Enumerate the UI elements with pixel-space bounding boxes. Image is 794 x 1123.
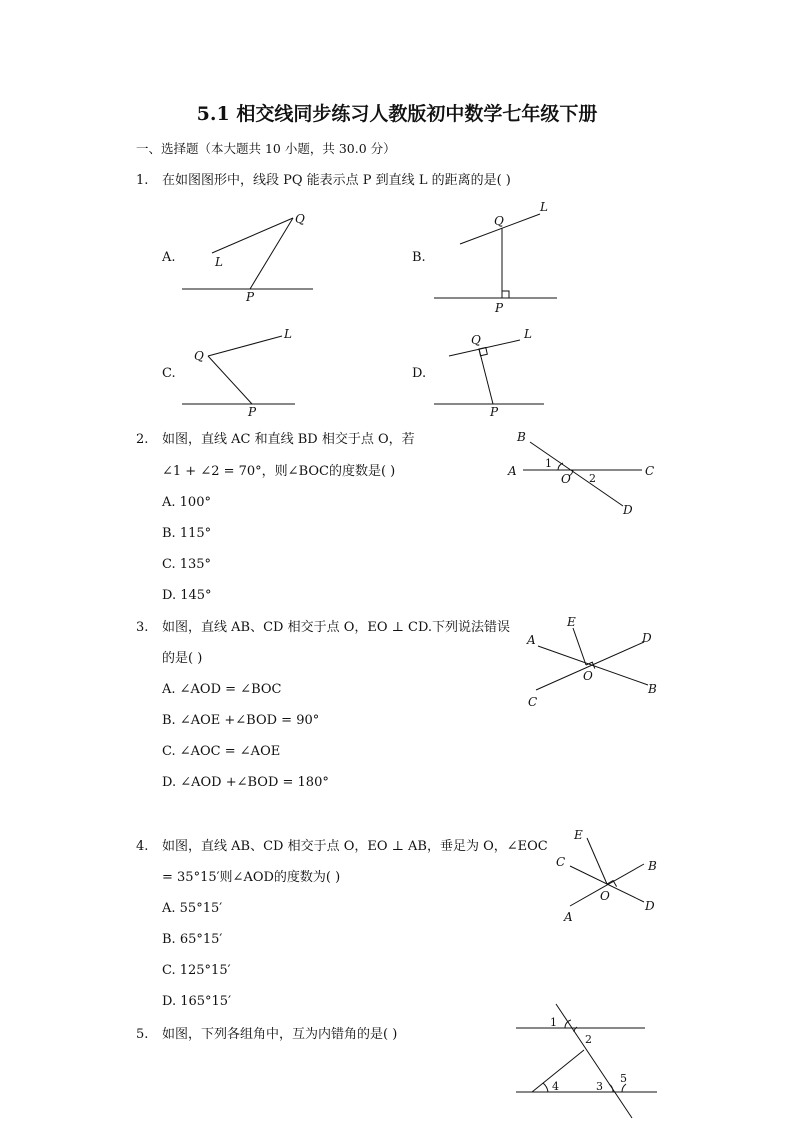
label-p: P [248,405,257,419]
option: B. ∠AOE +∠BOD = 90° [162,713,320,728]
label-angle-2: 2 [585,1033,592,1046]
label-c: C [645,464,655,478]
label-angle-5: 5 [620,1072,627,1085]
option: D. 165°15′ [162,994,232,1009]
option: B. 115° [162,526,212,541]
question-stem-continued: = 35°15′则∠AOD的度数为( ) [162,870,341,885]
option: C. 125°15′ [162,963,231,978]
label-l: L [540,200,548,214]
question-number: 5. [136,1027,149,1042]
label-e: E [574,828,583,842]
label-o: O [561,472,571,486]
page-title: 5.1 相交线同步练习人教版初中数学七年级下册 [196,103,598,125]
question-stem: 如图，直线 AC 和直线 BD 相交于点 O，若 [162,432,415,447]
label-p: P [490,405,499,419]
option: D. 145° [162,588,212,603]
label-q: Q [471,333,481,347]
label-angle-4: 4 [552,1080,559,1093]
label-o: O [583,669,593,683]
label-angle-1: 1 [550,1016,557,1029]
figure-q2 [505,428,665,523]
figure-q1-c [180,322,310,422]
section-heading: 一、选择题（本大题共 10 小题，共 30.0 分） [136,141,396,156]
question-stem: 在如图图形中，线段 PQ 能表示点 P 到直线 L 的距离的是( ) [162,173,511,188]
question-number: 4. [136,839,149,854]
option: D. ∠AOD +∠BOD = 180° [162,775,329,790]
figure-q1-b [432,200,562,315]
option: C. 135° [162,557,212,572]
label-p: P [246,290,255,304]
question-stem-continued: 的是( ) [162,651,203,666]
label-l: L [284,327,292,341]
label-q: Q [295,212,305,226]
label-a: A [564,910,573,924]
option-label: B. [412,250,426,265]
label-q: Q [494,214,504,228]
figure-q5 [512,1000,662,1120]
option-label: C. [162,366,176,381]
label-a: A [508,464,517,478]
question-number: 3. [136,620,149,635]
label-d: D [645,899,655,913]
option: C. ∠AOC = ∠AOE [162,744,281,759]
label-l: L [215,255,223,269]
label-angle-3: 3 [596,1080,603,1093]
option: A. 100° [162,495,211,510]
label-b: B [517,430,526,444]
label-l: L [524,327,532,341]
figure-q1-a [180,208,320,308]
label-p: P [495,301,504,315]
label-angle-1: 1 [545,457,552,470]
label-c: C [556,855,566,869]
question-number: 1. [136,173,149,188]
option: A. 55°15′ [162,901,223,916]
question-stem: 如图，直线 AB、CD 相交于点 O，EO ⊥ CD.下列说法错误 [162,620,511,635]
label-o: O [600,889,610,903]
figure-q3 [520,612,670,712]
label-q: Q [194,349,204,363]
label-d: D [642,631,652,645]
question-stem-continued: ∠1 + ∠2 = 70°，则∠BOC的度数是( ) [162,464,396,479]
label-e: E [567,615,576,629]
option: B. 65°15′ [162,932,223,947]
label-c: C [528,695,538,709]
label-d: D [623,503,633,517]
question-number: 2. [136,432,149,447]
figure-q4 [548,826,668,926]
label-angle-2: 2 [589,472,596,485]
figure-q1-d [432,322,562,422]
question-stem: 如图，直线 AB、CD 相交于点 O，EO ⊥ AB，垂足为 O，∠EOC [162,839,548,854]
option-label: D. [412,366,427,381]
option: A. ∠AOD = ∠BOC [162,682,282,697]
label-b: B [648,682,657,696]
question-stem: 如图，下列各组角中，互为内错角的是( ) [162,1027,398,1042]
label-b: B [648,859,657,873]
label-a: A [527,633,536,647]
option-label: A. [162,250,176,265]
